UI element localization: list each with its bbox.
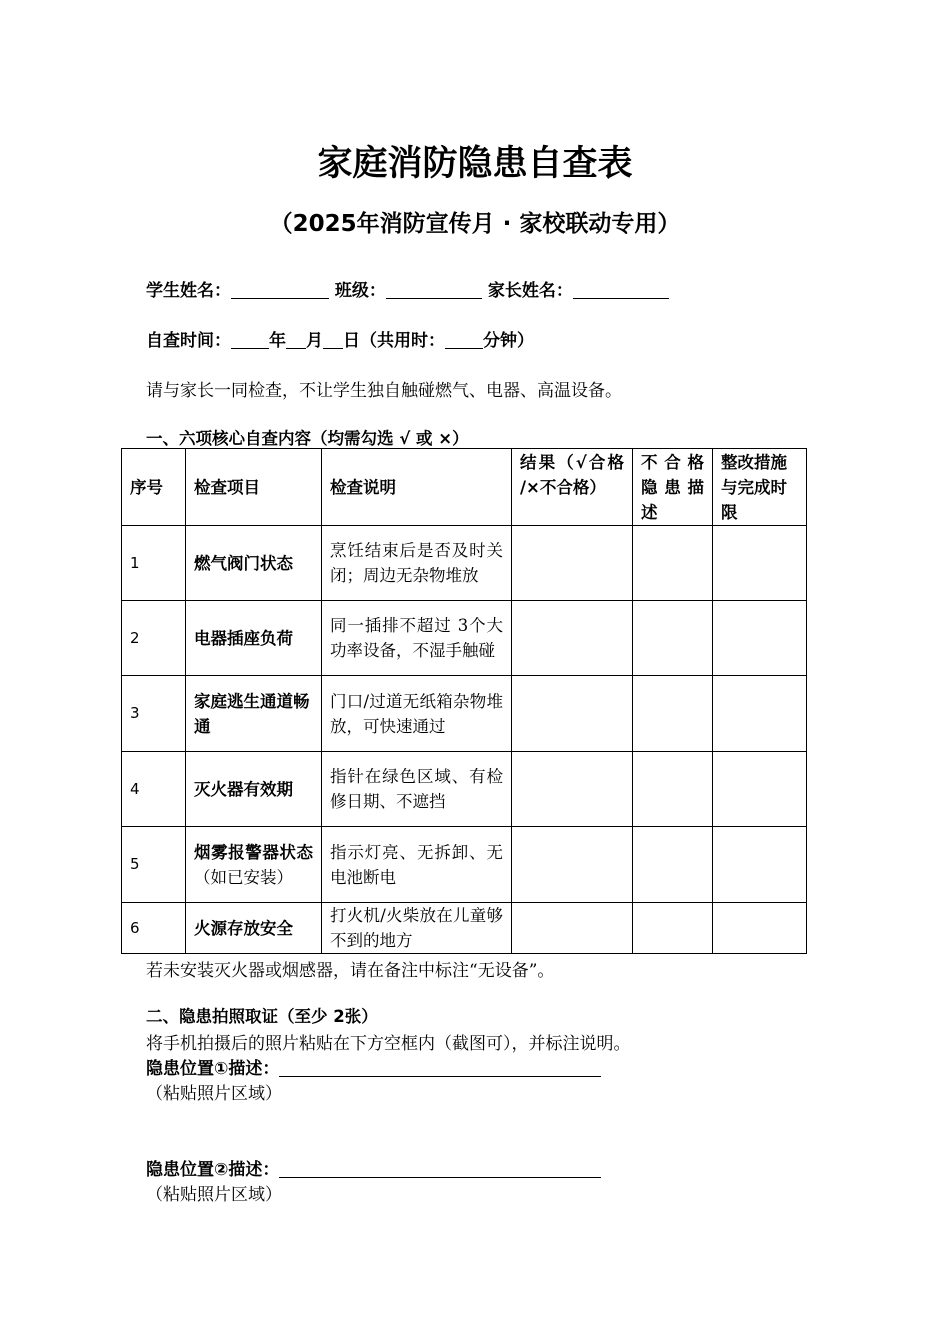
- row-item-label: 烟雾报警器状态: [194, 842, 313, 862]
- hazard-cell[interactable]: [633, 601, 713, 676]
- row-item: [186, 827, 322, 903]
- section2-description: 将手机拍摄后的照片粘贴在下方空框内（截图可），并标注说明。: [146, 1034, 631, 1054]
- parent-name-field[interactable]: [573, 281, 669, 299]
- result-cell[interactable]: [512, 526, 633, 601]
- row-item: [186, 752, 322, 827]
- page-subtitle: （2025年消防宣传月 · 家校联动专用）: [269, 211, 681, 237]
- hazard-cell[interactable]: [633, 827, 713, 903]
- fix-cell[interactable]: [713, 827, 807, 903]
- section2-title: 二、隐患拍照取证（至少 2张）: [146, 1007, 378, 1026]
- row-desc: 门口/过道无纸箱杂物堆放，可快速通过: [322, 676, 512, 752]
- safety-notice: 请与家长一同检查，不让学生独自触碰燃气、电器、高温设备。: [146, 381, 622, 401]
- row-desc: 同一插排不超过 3个大功率设备，不湿手触碰: [322, 601, 512, 676]
- table-row: [122, 601, 807, 676]
- time-label: 自查时间：: [146, 331, 231, 351]
- row-num: 5: [122, 827, 186, 903]
- class-label: 班级：: [334, 281, 386, 301]
- row-item-label: 灭火器有效期: [194, 779, 293, 799]
- row-desc: 打火机/火柴放在儿童够不到的地方: [322, 903, 512, 954]
- fix-cell[interactable]: [713, 526, 807, 601]
- hazard-cell[interactable]: [633, 676, 713, 752]
- table-row: [122, 903, 807, 954]
- row-desc: 指示灯亮、无拆卸、无电池断电: [322, 827, 512, 903]
- header-hazard-desc: 不合格隐患描述: [633, 449, 713, 526]
- table-row: [122, 676, 807, 752]
- row-item-label: 火源存放安全: [194, 918, 293, 938]
- header-item: 检查项目: [186, 449, 322, 526]
- table-header-row: [122, 449, 807, 526]
- row-item: [186, 676, 322, 752]
- year-field[interactable]: [231, 331, 269, 349]
- table-row: [122, 827, 807, 903]
- day-label: 日（共用时：: [343, 331, 445, 351]
- row-desc: 烹饪结束后是否及时关闭；周边无杂物堆放: [322, 526, 512, 601]
- fix-cell[interactable]: [713, 676, 807, 752]
- photo2-paste-area[interactable]: （粘贴照片区域）: [146, 1185, 282, 1205]
- photo1-description-field[interactable]: [279, 1059, 601, 1077]
- hazard-cell[interactable]: [633, 752, 713, 827]
- table-row: [122, 752, 807, 827]
- row-item-label: 燃气阀门状态: [194, 553, 293, 573]
- row-num: 3: [122, 676, 186, 752]
- row-item-label: 电器插座负荷: [194, 628, 293, 648]
- result-cell[interactable]: [512, 601, 633, 676]
- table-row: [122, 526, 807, 601]
- hazard-cell[interactable]: [633, 526, 713, 601]
- page-title: 家庭消防隐患自查表: [317, 144, 633, 184]
- checklist-table: [121, 448, 807, 954]
- result-cell[interactable]: [512, 903, 633, 954]
- fix-cell[interactable]: [713, 752, 807, 827]
- photo1-label: 隐患位置①描述：: [146, 1059, 280, 1079]
- row-item: [186, 526, 322, 601]
- row-num: 2: [122, 601, 186, 676]
- header-num: 序号: [122, 449, 186, 526]
- photo2-description-field[interactable]: [279, 1160, 601, 1178]
- header-result: 结果（√合格 /×不合格）: [512, 449, 633, 526]
- result-cell[interactable]: [512, 827, 633, 903]
- photo2-label: 隐患位置②描述：: [146, 1160, 280, 1180]
- result-cell[interactable]: [512, 676, 633, 752]
- minutes-label: 分钟）: [483, 331, 534, 351]
- student-name-field[interactable]: [231, 281, 329, 299]
- fix-cell[interactable]: [713, 903, 807, 954]
- section1-title: 一、六项核心自查内容（均需勾选 √ 或 ×）: [146, 429, 469, 448]
- photo2-line: [146, 1155, 601, 1180]
- minutes-field[interactable]: [445, 331, 483, 349]
- row-item-label: 家庭逃生通道畅通: [194, 691, 310, 736]
- month-field[interactable]: [286, 331, 306, 349]
- info-line-names: [146, 276, 669, 301]
- row-item-note: （如已安装）: [194, 867, 293, 887]
- info-line-time: [146, 326, 534, 351]
- table-note: 若未安装灭火器或烟感器，请在备注中标注“无设备”。: [146, 961, 555, 981]
- row-num: 6: [122, 903, 186, 954]
- header-fix: 整改措施与完成时限: [713, 449, 807, 526]
- photo1-paste-area[interactable]: （粘贴照片区域）: [146, 1084, 282, 1104]
- class-field[interactable]: [386, 281, 482, 299]
- row-num: 1: [122, 526, 186, 601]
- row-item: [186, 903, 322, 954]
- result-cell[interactable]: [512, 752, 633, 827]
- header-desc: 检查说明: [322, 449, 512, 526]
- fix-cell[interactable]: [713, 601, 807, 676]
- year-label: 年: [269, 331, 286, 351]
- parent-name-label: 家长姓名：: [487, 281, 573, 301]
- photo1-line: [146, 1054, 601, 1079]
- month-label: 月: [306, 331, 323, 351]
- day-field[interactable]: [323, 331, 343, 349]
- row-item: [186, 601, 322, 676]
- student-name-label: 学生姓名：: [146, 281, 231, 301]
- row-num: 4: [122, 752, 186, 827]
- hazard-cell[interactable]: [633, 903, 713, 954]
- row-desc: 指针在绿色区域、有检修日期、不遮挡: [322, 752, 512, 827]
